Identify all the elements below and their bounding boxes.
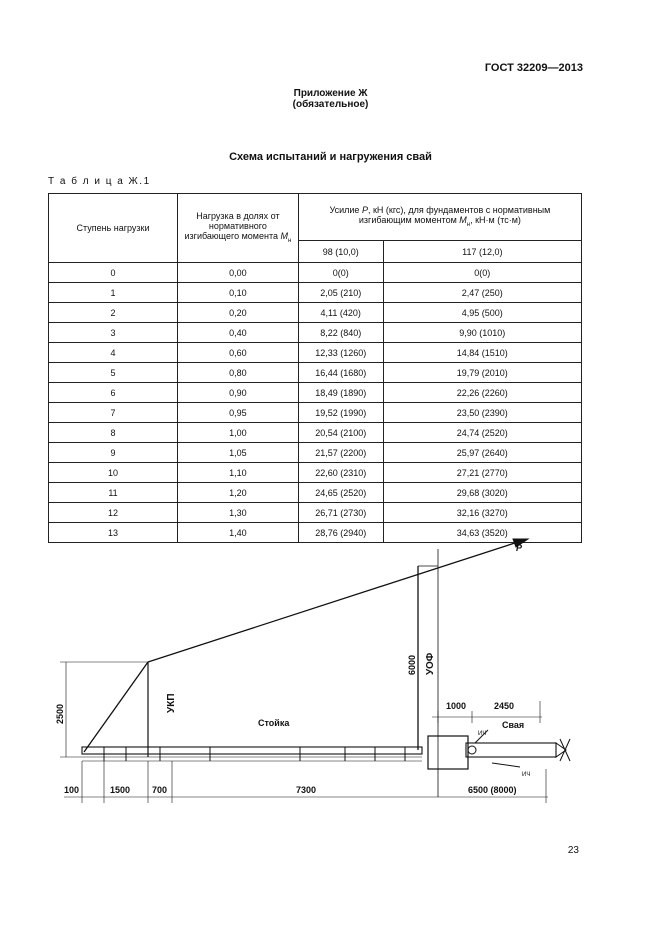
guy-line	[84, 662, 148, 752]
cell-step: 10	[49, 463, 178, 483]
table-caption: Т а б л и ц а Ж.1	[48, 176, 151, 187]
dim-700: 700	[152, 785, 168, 795]
cell-share: 0,60	[178, 343, 299, 363]
header-share-symbol: M	[280, 230, 288, 241]
cell-f117: 27,21 (2770)	[383, 463, 581, 483]
header-share-subscript: н	[287, 237, 292, 244]
pile-label: Свая	[502, 720, 525, 730]
cell-step: 5	[49, 363, 178, 383]
table-row	[49, 463, 582, 483]
cell-step: 2	[49, 303, 178, 323]
stand-label: Стойка	[258, 718, 290, 728]
dim-7300: 7300	[296, 785, 317, 795]
cell-share: 0,10	[178, 283, 299, 303]
header-98: 98 (10,0)	[298, 241, 383, 263]
table-row	[49, 283, 582, 303]
appendix-title: Приложение Ж	[293, 88, 368, 99]
dim-pile: 6500 (8000)	[468, 785, 517, 795]
cell-step: 13	[49, 523, 178, 543]
cell-share: 0,20	[178, 303, 299, 323]
cell-f117: 32,16 (3270)	[383, 503, 581, 523]
cell-f98: 19,52 (1990)	[298, 403, 383, 423]
header-share	[178, 194, 299, 263]
cell-f117: 25,97 (2640)	[383, 443, 581, 463]
cell-step: 0	[49, 263, 178, 283]
pile	[466, 743, 556, 757]
table-row	[49, 403, 582, 423]
header-force-post: , кН·м (тс·м)	[470, 214, 521, 225]
dim-2450: 2450	[494, 701, 515, 711]
appendix-heading	[0, 88, 661, 110]
cell-share: 1,00	[178, 423, 299, 443]
cell-step: 12	[49, 503, 178, 523]
table-row	[49, 503, 582, 523]
cell-share: 0,90	[178, 383, 299, 403]
cell-share: 0,95	[178, 403, 299, 423]
cell-f98: 22,60 (2310)	[298, 463, 383, 483]
header-step: Ступень нагрузки	[49, 194, 178, 263]
cell-f98: 2,05 (210)	[298, 283, 383, 303]
header-moment-symbol: M	[459, 214, 467, 225]
cell-step: 3	[49, 323, 178, 343]
header-share-text: Нагрузка в долях от нормативного изгибающего момента	[184, 210, 281, 241]
cell-f117: 23,50 (2390)	[383, 403, 581, 423]
table-row	[49, 343, 582, 363]
cell-f117: 9,90 (1010)	[383, 323, 581, 343]
table-row	[49, 483, 582, 503]
dim-1000: 1000	[446, 701, 467, 711]
cell-step: 8	[49, 423, 178, 443]
table-row	[49, 363, 582, 383]
dim-100: 100	[64, 785, 80, 795]
cell-f98: 28,76 (2940)	[298, 523, 383, 543]
force-label: P	[516, 543, 523, 553]
table-row	[49, 303, 582, 323]
appendix-status: (обязательное)	[292, 99, 369, 110]
cell-f117: 29,68 (3020)	[383, 483, 581, 503]
cell-step: 6	[49, 383, 178, 403]
dim-6000: 6000	[407, 654, 417, 675]
cell-share: 1,40	[178, 523, 299, 543]
cell-f98: 4,11 (420)	[298, 303, 383, 323]
table-row	[49, 263, 582, 283]
table-body	[49, 263, 582, 543]
cell-share: 0,40	[178, 323, 299, 343]
cell-f98: 21,57 (2200)	[298, 443, 383, 463]
cell-f98: 16,44 (1680)	[298, 363, 383, 383]
uof-label: УОФ	[425, 652, 436, 675]
cell-f117: 0(0)	[383, 263, 581, 283]
ukp-label: УКП	[166, 693, 177, 713]
cell-f98: 12,33 (1260)	[298, 343, 383, 363]
cell-f98: 0(0)	[298, 263, 383, 283]
cell-f117: 22,26 (2260)	[383, 383, 581, 403]
test-scheme-diagram	[0, 535, 661, 810]
force-line	[148, 542, 518, 662]
table-row	[49, 383, 582, 403]
header-117: 117 (12,0)	[383, 241, 581, 263]
table-row	[49, 423, 582, 443]
header-force	[298, 194, 581, 241]
cell-share: 1,10	[178, 463, 299, 483]
cell-share: 0,00	[178, 263, 299, 283]
cell-f117: 19,79 (2010)	[383, 363, 581, 383]
cell-step: 1	[49, 283, 178, 303]
gauge-bottom-label: ИЧ	[522, 772, 531, 778]
cell-f98: 8,22 (840)	[298, 323, 383, 343]
cell-f98: 20,54 (2100)	[298, 423, 383, 443]
header-force-mid: , кН (кгс), для фундаментов с нормативным изгибающим моментом	[358, 204, 551, 225]
pile-cap	[428, 736, 468, 769]
cell-share: 0,80	[178, 363, 299, 383]
cell-f98: 18,49 (1890)	[298, 383, 383, 403]
dim-2500: 2500	[55, 703, 65, 724]
cell-step: 4	[49, 343, 178, 363]
standard-number: ГОСТ 32209—2013	[484, 62, 583, 74]
page-number: 23	[567, 845, 579, 856]
dim-1500: 1500	[110, 785, 131, 795]
cell-f117: 34,63 (3520)	[383, 523, 581, 543]
stand-beam	[82, 747, 422, 754]
table-row	[49, 443, 582, 463]
header-force-symbol: P	[361, 204, 368, 215]
header-moment-subscript: н	[466, 221, 471, 228]
cell-step: 9	[49, 443, 178, 463]
cell-share: 1,30	[178, 503, 299, 523]
gauge-icon	[468, 746, 476, 754]
table-row	[49, 323, 582, 343]
header-force-pre: Усилие	[329, 204, 362, 215]
cell-f117: 2,47 (250)	[383, 283, 581, 303]
cell-share: 1,20	[178, 483, 299, 503]
cell-step: 7	[49, 403, 178, 423]
cell-f117: 14,84 (1510)	[383, 343, 581, 363]
cell-f98: 24,65 (2520)	[298, 483, 383, 503]
load-table	[48, 193, 582, 543]
cell-f117: 4,95 (500)	[383, 303, 581, 323]
cell-f98: 26,71 (2730)	[298, 503, 383, 523]
scheme-title: Схема испытаний и нагружения свай	[229, 151, 432, 163]
cell-f117: 24,74 (2520)	[383, 423, 581, 443]
gauge-top-label: ИЧ	[478, 731, 487, 737]
cell-step: 11	[49, 483, 178, 503]
cell-share: 1,05	[178, 443, 299, 463]
